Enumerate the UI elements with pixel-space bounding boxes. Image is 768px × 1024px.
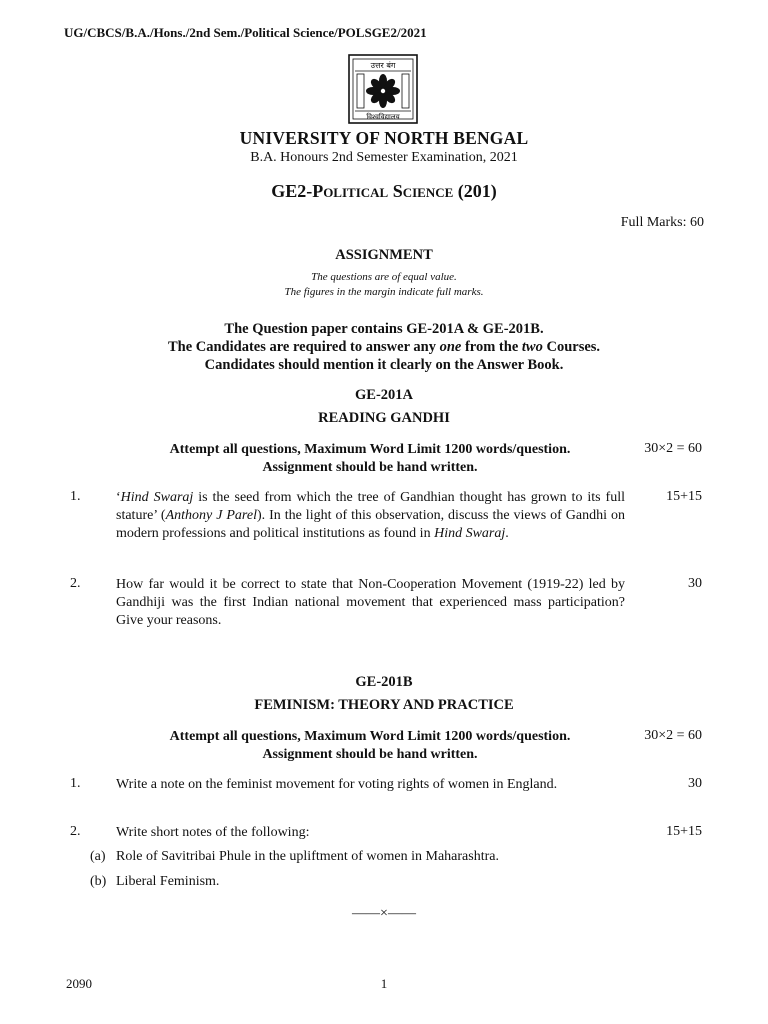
footer-code: 2090 <box>66 976 92 991</box>
exam-title: B.A. Honours 2nd Semester Examination, 2021 <box>250 150 518 165</box>
paper-code-header: UG/CBCS/B.A./Hons./2nd Sem./Political Science/POLSGE2/2021 <box>64 25 427 40</box>
instruction-text: Courses. <box>542 339 601 355</box>
university-name: UNIVERSITY OF NORTH BENGAL <box>239 128 529 148</box>
margin-marks-note: The figures in the margin indicate full marks. <box>284 286 484 298</box>
question-number: 1. <box>70 776 81 791</box>
assignment-heading: ASSIGNMENT <box>335 247 433 263</box>
question-text: Write a note on the feminist movement for voting rights of women in England. <box>116 777 558 792</box>
instruction-text: The Candidates are required to answer any <box>167 339 440 355</box>
book-title: Hind Swaraj <box>434 526 506 541</box>
course-title <box>0 181 768 202</box>
sub-question-label: (a) <box>90 849 106 864</box>
course-prefix: GE2- <box>271 181 313 201</box>
handwritten-instruction: Assignment should be hand written. <box>262 747 478 762</box>
section-b-marks: 30×2 = 60 <box>644 728 702 743</box>
question-text <box>116 489 625 543</box>
question-text: How far would it be correct to state that Non-Cooperation Movement (1919-22) led by Gandhiji was the first Indian national movement that experienced mass participation? Give your reasons. <box>116 577 625 628</box>
instruction-emphasis: one <box>439 339 462 355</box>
attempt-instruction: Attempt all questions, Maximum Word Limit 1200 words/question. <box>169 442 571 457</box>
instruction-line-3: Candidates should mention it clearly on the Answer Book. <box>204 357 564 373</box>
section-a-code: GE-201A <box>355 387 413 403</box>
section-b-code: GE-201B <box>355 674 413 690</box>
sub-question-text: Liberal Feminism. <box>116 874 220 889</box>
equal-value-note: The questions are of equal value. <box>311 271 457 283</box>
sub-question-text: Role of Savitribai Phule in the upliftment of women in Maharashtra. <box>116 849 499 864</box>
question-text-part: . <box>505 526 509 541</box>
question-text-part: is the seed from which the tree of Gandhian thought has grown to its full stature’ ( <box>116 490 625 523</box>
question-marks: 15+15 <box>666 824 702 839</box>
section-a-title: READING GANDHI <box>318 410 450 426</box>
instruction-emphasis: two <box>521 339 543 355</box>
question-number: 1. <box>70 489 81 504</box>
course-name: Political Science <box>312 181 454 201</box>
question-marks: 30 <box>688 576 702 591</box>
question-text-part: ‘ <box>116 490 121 505</box>
question-marks: 15+15 <box>666 489 702 504</box>
paper-instructions <box>0 320 768 374</box>
question-text-part: ). In the light of this observation, discuss the views of Gandhi on modern professions and political institutions as found in <box>116 508 625 541</box>
question-marks: 30 <box>688 776 702 791</box>
section-b-title: FEMINISM: THEORY AND PRACTICE <box>254 697 514 713</box>
full-marks: Full Marks: 60 <box>620 215 704 230</box>
section-a-instructions <box>140 441 600 477</box>
page-number: 1 <box>380 976 388 991</box>
section-a-marks: 30×2 = 60 <box>644 441 702 456</box>
question-number: 2. <box>70 824 81 839</box>
course-code: (201) <box>457 181 497 201</box>
question-text: Write short notes of the following: <box>116 825 310 840</box>
university-emblem-icon <box>347 54 419 124</box>
question-number: 2. <box>70 576 81 591</box>
book-title: Hind Swaraj <box>120 490 194 505</box>
author-name: Anthony J Parel <box>165 508 257 523</box>
section-b-instructions <box>140 728 600 764</box>
handwritten-instruction: Assignment should be hand written. <box>262 460 478 475</box>
instruction-line-1: The Question paper contains GE-201A & GE-201B. <box>224 321 544 337</box>
instruction-line-2 <box>0 338 768 356</box>
attempt-instruction: Attempt all questions, Maximum Word Limit 1200 words/question. <box>169 729 571 744</box>
instruction-text: from the <box>461 339 522 355</box>
emblem-top-text: उत्तर बंग <box>370 61 396 70</box>
end-of-paper-mark: ——×—— <box>352 906 416 921</box>
emblem-bottom-text: विश्वविद्यालय <box>366 113 400 121</box>
sub-question-label: (b) <box>90 874 107 889</box>
